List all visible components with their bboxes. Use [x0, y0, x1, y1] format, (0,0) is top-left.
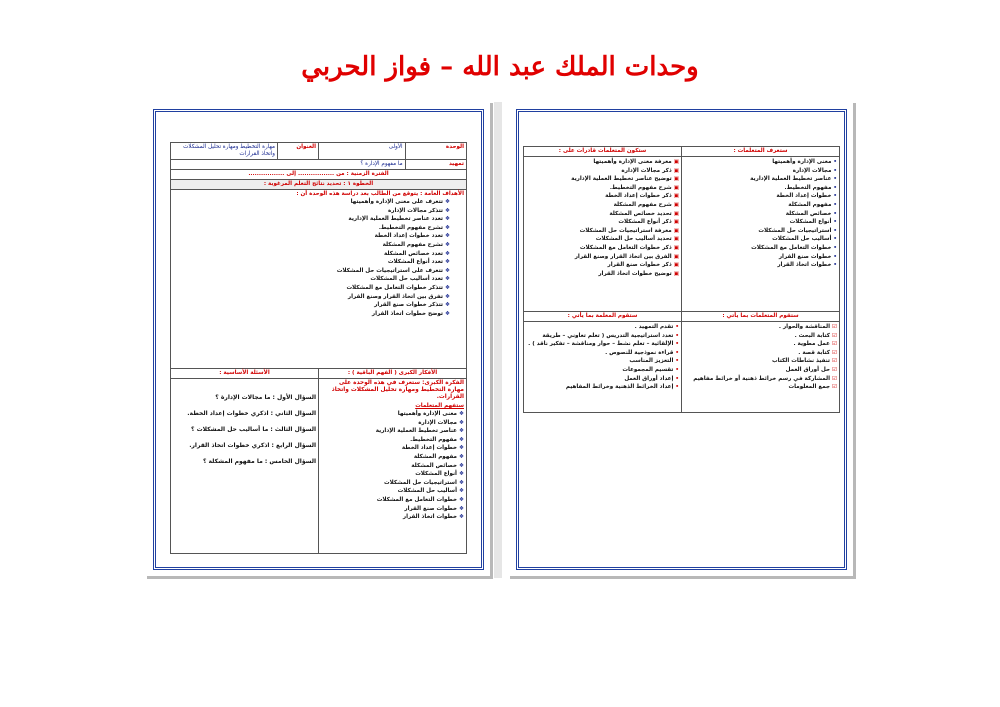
bullet-icon: • — [833, 201, 837, 208]
question-item — [173, 390, 316, 406]
know-item-text: أساليب حل المشكلات — [772, 236, 832, 243]
bullet-icon: • — [833, 210, 837, 217]
bullet-icon: ❖ — [444, 267, 450, 274]
students-do-item — [684, 366, 837, 375]
bullet-icon: • — [675, 375, 679, 382]
students-do-item — [684, 323, 837, 332]
goal-item — [173, 275, 450, 284]
teacher-do-item — [526, 375, 679, 384]
bullet-icon: ▣ — [673, 219, 679, 226]
able-item-text: معرفة استراتيجيات حل المشكلات — [579, 227, 672, 234]
page-divider — [494, 102, 502, 578]
goal-item — [173, 224, 450, 233]
bullet-icon: • — [675, 349, 679, 356]
teacher-do-item-text: إعداد أوراق العمل — [624, 375, 674, 382]
goal-item-text: تتذكر خطوات التعامل مع المشكلات — [346, 284, 443, 291]
understand-item-text: خطوات اتخاذ القرار — [402, 514, 457, 521]
understand-item-text: معنى الإدارة وأهميتها — [397, 411, 457, 417]
understand-item — [321, 419, 464, 428]
teacher-do-item-text: تقدم التمهيد . — [634, 324, 674, 330]
understand-item-text: خطوات إعداد الخطة — [401, 445, 457, 452]
bullet-icon: • — [675, 358, 679, 365]
bullet-icon: ❖ — [458, 462, 464, 469]
big-ideas-cell — [319, 379, 467, 554]
know-item — [684, 175, 837, 184]
understand-item — [321, 470, 464, 479]
bullet-icon: ❖ — [458, 453, 464, 460]
teacher-do-item — [526, 366, 679, 375]
students-do-item — [684, 332, 837, 341]
students-do-item — [684, 357, 837, 366]
bullet-icon: ❖ — [444, 259, 450, 266]
understand-item — [321, 444, 464, 453]
students-do-item — [684, 375, 837, 384]
know-item-text: خطوات اتخاذ القرار — [777, 262, 832, 269]
teacher-do-item-text: تعدد استراتيجية التدريس ( تعلم تعاوني – طريقة — [542, 332, 674, 339]
question-item — [173, 438, 316, 454]
goal-item-text: تشرح مفهوم التخطيط. — [378, 224, 443, 231]
understand-item — [321, 462, 464, 471]
know-item — [684, 158, 837, 167]
able-item — [526, 270, 679, 279]
bullet-icon: ❖ — [444, 241, 450, 248]
bullet-icon: ☑ — [831, 341, 837, 348]
students-do-item-text: المشاركة في رسم خرائط ذهنية أو خرائط مفاهيم — [693, 375, 830, 382]
understand-item-text: مفهوم المشكلة — [413, 453, 457, 460]
bullet-icon: ❖ — [444, 233, 450, 240]
goal-item-text: توضح خطوات اتخاذ القرار — [371, 310, 443, 317]
teacher-do-cell — [524, 322, 682, 413]
bullet-icon: • — [675, 324, 679, 330]
bullet-icon: ▣ — [673, 244, 679, 251]
students-do-item — [684, 340, 837, 349]
bullet-icon: • — [833, 236, 837, 243]
general-goals-heading: الأهداف العامة : يتوقع من الطالب بعد دراسة هذه الوحدة أن : — [296, 191, 464, 197]
goal-item-text: تتعرف على استراتيجيات حل المشكلات — [336, 267, 443, 274]
able-item-text: الفرق بين اتخاذ القرار وصنع القرار — [574, 253, 672, 260]
bullet-icon: ❖ — [444, 199, 450, 205]
question-item-text: السؤال الخامس : ما مفهوم المشكلة ؟ — [202, 458, 317, 465]
goal-item — [173, 258, 450, 267]
bullet-icon: ❖ — [444, 310, 450, 317]
understand-item — [321, 513, 464, 522]
able-item — [526, 184, 679, 193]
goal-item — [173, 293, 450, 302]
bullet-icon: ❖ — [458, 479, 464, 486]
understand-item-text: أنواع المشكلات — [415, 471, 457, 478]
bullet-icon: ▣ — [673, 270, 679, 277]
able-item — [526, 175, 679, 184]
goal-item-text: تتذكر خطوات صنع القرار — [374, 302, 443, 309]
goal-item-text: تعدد أساليب حل المشكلات — [370, 276, 443, 283]
understand-item-text: مفهوم التخطيط. — [410, 436, 457, 443]
bullet-icon: ☑ — [831, 375, 837, 382]
able-item — [526, 218, 679, 227]
teacher-do-item — [526, 323, 679, 332]
goal-item — [173, 232, 450, 241]
teacher-do-item — [526, 349, 679, 358]
bullet-icon: ▣ — [673, 159, 679, 165]
understand-list — [321, 410, 464, 522]
teacher-do-item-text: قراءة نموذجية للنصوص . — [605, 349, 674, 356]
understand-item — [321, 453, 464, 462]
right-page-border — [516, 109, 847, 570]
bullet-icon: • — [833, 193, 837, 200]
bullet-icon: ❖ — [458, 514, 464, 521]
unit-title: مهارة التخطيط ومهارة تحليل المشكلات واتخاذ القرارات — [171, 143, 278, 160]
able-item-text: ذكر مجالات الإدارة — [621, 167, 672, 174]
unit-value: الأولى — [319, 143, 406, 160]
goal-item — [173, 215, 450, 224]
question-item-text: السؤال الأول : ما مجالات الإدارة ؟ — [215, 394, 317, 401]
bullet-icon: ▣ — [673, 236, 679, 243]
unit-label: الوحدة — [405, 143, 466, 160]
question-item — [173, 454, 316, 470]
know-item — [684, 184, 837, 193]
bullet-icon: • — [833, 167, 837, 174]
able-item — [526, 167, 679, 176]
goal-item-text: تعدد أنواع المشكلات — [387, 259, 443, 266]
goal-item — [173, 241, 450, 250]
understand-heading: ستفهم المتعلمات — [415, 403, 464, 409]
able-item — [526, 227, 679, 236]
goal-item-text: تشرح مفهوم المشكلة — [382, 241, 443, 248]
goal-item — [173, 310, 450, 319]
bullet-icon: ❖ — [458, 505, 464, 512]
bullet-icon: ▣ — [673, 184, 679, 191]
able-item — [526, 192, 679, 201]
able-item-text: ذكر خطوات إعداد الخطة — [605, 193, 672, 200]
goal-item-text: تتذكر مجالات الإدارة — [387, 207, 443, 214]
able-item — [526, 244, 679, 253]
bullet-icon: ❖ — [444, 276, 450, 283]
understand-item-text: خطوات التعامل مع المشكلات — [376, 496, 457, 503]
bullet-icon: ☑ — [831, 358, 837, 365]
understand-item-text: استراتيجيات حل المشكلات — [383, 479, 457, 486]
bullet-icon: ☑ — [831, 349, 837, 356]
know-heading: ستعرف المتعلمات : — [682, 147, 840, 157]
bullet-icon: • — [833, 253, 837, 260]
question-item-text: السؤال الثالث : ما أساليب حل المشكلات ؟ — [191, 426, 317, 433]
know-item-text: خطوات صنع القرار — [778, 253, 832, 260]
know-item — [684, 210, 837, 219]
able-item-text: شرح مفهوم التخطيط. — [609, 184, 672, 191]
understand-item — [321, 427, 464, 436]
students-do-item-text: عمل مطوية . — [793, 341, 830, 348]
intro-label: تمهيد — [405, 160, 466, 170]
time-period: الفترة الزمنية : من ................. إلى ................. — [171, 170, 467, 180]
bullet-icon: • — [833, 262, 837, 269]
goal-item-text: تتعرف على معنى الإدارة وأهميتها — [350, 199, 443, 205]
able-item — [526, 253, 679, 262]
bullet-icon: • — [833, 176, 837, 183]
bullet-icon: • — [833, 159, 837, 165]
bullet-icon: ❖ — [444, 207, 450, 214]
left-document-page — [147, 103, 493, 579]
know-item — [684, 235, 837, 244]
intro-text: ما مفهوم الإدارة ؟ — [171, 160, 406, 170]
able-item — [526, 158, 679, 167]
able-item-text: توضيح خطوات اتخاذ القرار — [598, 270, 672, 277]
able-item-text: ذكر خطوات التعامل مع المشكلات — [579, 244, 672, 251]
question-item-text: السؤال الثاني : اذكري خطوات إعداد الخطة. — [187, 410, 317, 417]
page-title: وحدات الملك عبد الله – فواز الحربي — [301, 52, 699, 82]
bullet-icon: ❖ — [444, 216, 450, 223]
know-item-text: معنى الإدارة وأهميتها — [772, 159, 832, 165]
left-page-border — [153, 109, 484, 570]
bullet-icon: ▣ — [673, 262, 679, 269]
students-do-item-text: كتابة قصة . — [798, 349, 830, 356]
goal-item — [173, 284, 450, 293]
goal-item-text: تعدد خطوات إعداد الخطة — [374, 233, 443, 240]
big-ideas-heading: الأفكار الكبرى ( الفهم الباقية ) : — [319, 369, 467, 379]
able-item-text: ذكر خطوات صنع القرار — [607, 262, 672, 269]
know-cell — [682, 157, 840, 312]
bullet-icon: ▣ — [673, 210, 679, 217]
know-item — [684, 167, 837, 176]
essential-questions-heading: الأسئلة الأساسية : — [171, 369, 319, 379]
know-item-text: مفهوم التخطيط. — [784, 184, 832, 191]
bullet-icon: • — [833, 219, 837, 226]
know-item — [684, 244, 837, 253]
bullet-icon: ▣ — [673, 253, 679, 260]
bullet-icon: • — [675, 332, 679, 339]
bullet-icon: ❖ — [444, 302, 450, 309]
question-item — [173, 406, 316, 422]
understand-item — [321, 479, 464, 488]
understand-item — [321, 505, 464, 514]
bullet-icon: ❖ — [444, 284, 450, 291]
know-item — [684, 261, 837, 270]
know-item-text: عناصر تخطيط العملية الإدارية — [750, 176, 832, 183]
bullet-icon: ▣ — [673, 193, 679, 200]
understand-item-text: أساليب حل المشكلات — [397, 488, 457, 495]
able-cell — [524, 157, 682, 312]
questions-cell — [171, 379, 319, 554]
question-item — [173, 422, 316, 438]
teacher-do-item — [526, 332, 679, 341]
able-item-text: توضيح عناصر تخطيط العملية الإدارية — [571, 176, 672, 183]
able-list — [526, 158, 679, 278]
bullet-icon: • — [675, 384, 679, 391]
able-item — [526, 210, 679, 219]
students-do-heading: ستقوم المتعلمات بما يأتي : — [682, 312, 840, 322]
able-heading: ستكون المتعلمات قادرات على : — [524, 147, 682, 157]
bullet-icon: ▣ — [673, 176, 679, 183]
able-item-text: شرح مفهوم المشكلة — [613, 201, 672, 208]
understand-item — [321, 487, 464, 496]
teacher-do-item-text: تقسيم المجموعات — [622, 366, 674, 373]
able-item — [526, 261, 679, 270]
know-item-text: مجالات الإدارة — [792, 167, 832, 174]
title-label: العنوان — [278, 143, 319, 160]
understand-item-text: خطوات صنع القرار — [404, 505, 457, 512]
able-item-text: ذكر أنواع المشكلات — [618, 219, 672, 226]
unit-header-table — [170, 142, 467, 554]
understand-item — [321, 496, 464, 505]
questions-list — [173, 390, 316, 470]
students-do-item-text: تنفيذ نشاطات الكتاب — [772, 358, 830, 365]
big-idea-text: الفكرة الكبرى: ستعرف في هذه الوحدة على مهارة التخطيط ومهارة تحليل المشكلات واتخاذ القرارات. — [331, 380, 464, 400]
students-do-cell — [682, 322, 840, 413]
goal-item — [173, 301, 450, 310]
teacher-do-item — [526, 357, 679, 366]
teacher-do-item — [526, 340, 679, 349]
goal-item — [173, 267, 450, 276]
students-do-item-text: جمع المعلومات — [788, 384, 830, 391]
understand-item-text: عناصر تخطيط العملية الإدارية — [375, 428, 457, 435]
teacher-do-item — [526, 383, 679, 392]
teacher-do-list — [526, 323, 679, 392]
goal-item — [173, 207, 450, 216]
bullet-icon: ☑ — [831, 366, 837, 373]
know-item-text: استراتيجيات حل المشكلات — [758, 227, 832, 234]
bullet-icon: ▣ — [673, 201, 679, 208]
right-document-page — [510, 103, 856, 579]
goal-item-text: تعدد عناصر تخطيط العملية الإدارية — [348, 216, 443, 223]
bullet-icon: ❖ — [458, 471, 464, 478]
know-item-text: أنواع المشكلات — [789, 219, 832, 226]
question-item-text: السؤال الرابع : اذكري خطوات اتخاذ القرار. — [189, 442, 317, 449]
bullet-icon: ☑ — [831, 384, 837, 391]
able-item-text: معرفة معنى الإدارة وأهميتها — [593, 159, 672, 165]
goals-cell — [171, 190, 467, 369]
teacher-do-item-text: التعزيز المناسب — [629, 358, 674, 365]
know-item — [684, 227, 837, 236]
know-list — [684, 158, 837, 270]
understand-item — [321, 436, 464, 445]
understand-item-text: خصائص المشكلة — [411, 462, 457, 469]
teacher-do-heading: ستقوم المعلمة بما يأتي : — [524, 312, 682, 322]
bullet-icon: ❖ — [458, 488, 464, 495]
understand-item — [321, 410, 464, 419]
know-item — [684, 201, 837, 210]
able-item-text: تحديد أساليب حل المشكلات — [595, 236, 672, 243]
bullet-icon: ▣ — [673, 167, 679, 174]
bullet-icon: • — [833, 227, 837, 234]
goal-item-text: تعدد خصائص المشكلة — [383, 250, 443, 257]
outcomes-table — [523, 146, 840, 413]
bullet-icon: • — [833, 244, 837, 251]
understand-item-text: مجالات الإدارة — [418, 419, 457, 426]
bullet-icon: ☑ — [831, 324, 837, 330]
teacher-do-item-text: الإلقائية – تعلم نشط – حوار ومناقشة – تفكير ناقد ) . — [528, 341, 674, 348]
students-do-list — [684, 323, 837, 392]
know-item-text: خطوات إعداد الخطة — [776, 193, 832, 200]
students-do-item-text: كتابة البحث . — [794, 332, 830, 339]
know-item — [684, 192, 837, 201]
able-item — [526, 235, 679, 244]
know-item — [684, 253, 837, 262]
know-item-text: خطوات التعامل مع المشكلات — [751, 244, 832, 251]
students-do-item-text: حل أوراق العمل — [785, 366, 830, 373]
bullet-icon: ❖ — [458, 496, 464, 503]
students-do-item — [684, 383, 837, 392]
goal-item-text: تفرق بين اتخاذ القرار وصنع القرار — [347, 293, 443, 300]
know-item-text: خصائص المشكلة — [785, 210, 832, 217]
goal-item — [173, 250, 450, 259]
bullet-icon: • — [675, 366, 679, 373]
teacher-do-item-text: إعداد الخرائط الذهنية وخرائط المفاهيم — [565, 384, 674, 391]
students-do-item-text: المناقشة والحوار . — [778, 324, 830, 330]
bullet-icon: ▣ — [673, 227, 679, 234]
know-item — [684, 218, 837, 227]
goals-list — [173, 198, 464, 318]
able-item-text: تحديد خصائص المشكلة — [609, 210, 672, 217]
bullet-icon: ❖ — [458, 436, 464, 443]
able-item — [526, 201, 679, 210]
bullet-icon: ☑ — [831, 332, 837, 339]
bullet-icon: ❖ — [444, 293, 450, 300]
bullet-icon: ❖ — [458, 445, 464, 452]
goal-item — [173, 198, 450, 207]
know-item-text: مفهوم المشكلة — [788, 201, 832, 208]
bullet-icon: • — [833, 184, 837, 191]
bullet-icon: ❖ — [444, 250, 450, 257]
students-do-item — [684, 349, 837, 358]
bullet-icon: ❖ — [458, 411, 464, 417]
bullet-icon: ❖ — [458, 419, 464, 426]
stage1-heading: الخطوة ١ : تحديد نتائج التعلم المرغوبة : — [171, 180, 467, 190]
bullet-icon: ❖ — [458, 428, 464, 435]
bullet-icon: ❖ — [444, 224, 450, 231]
bullet-icon: • — [675, 341, 679, 348]
